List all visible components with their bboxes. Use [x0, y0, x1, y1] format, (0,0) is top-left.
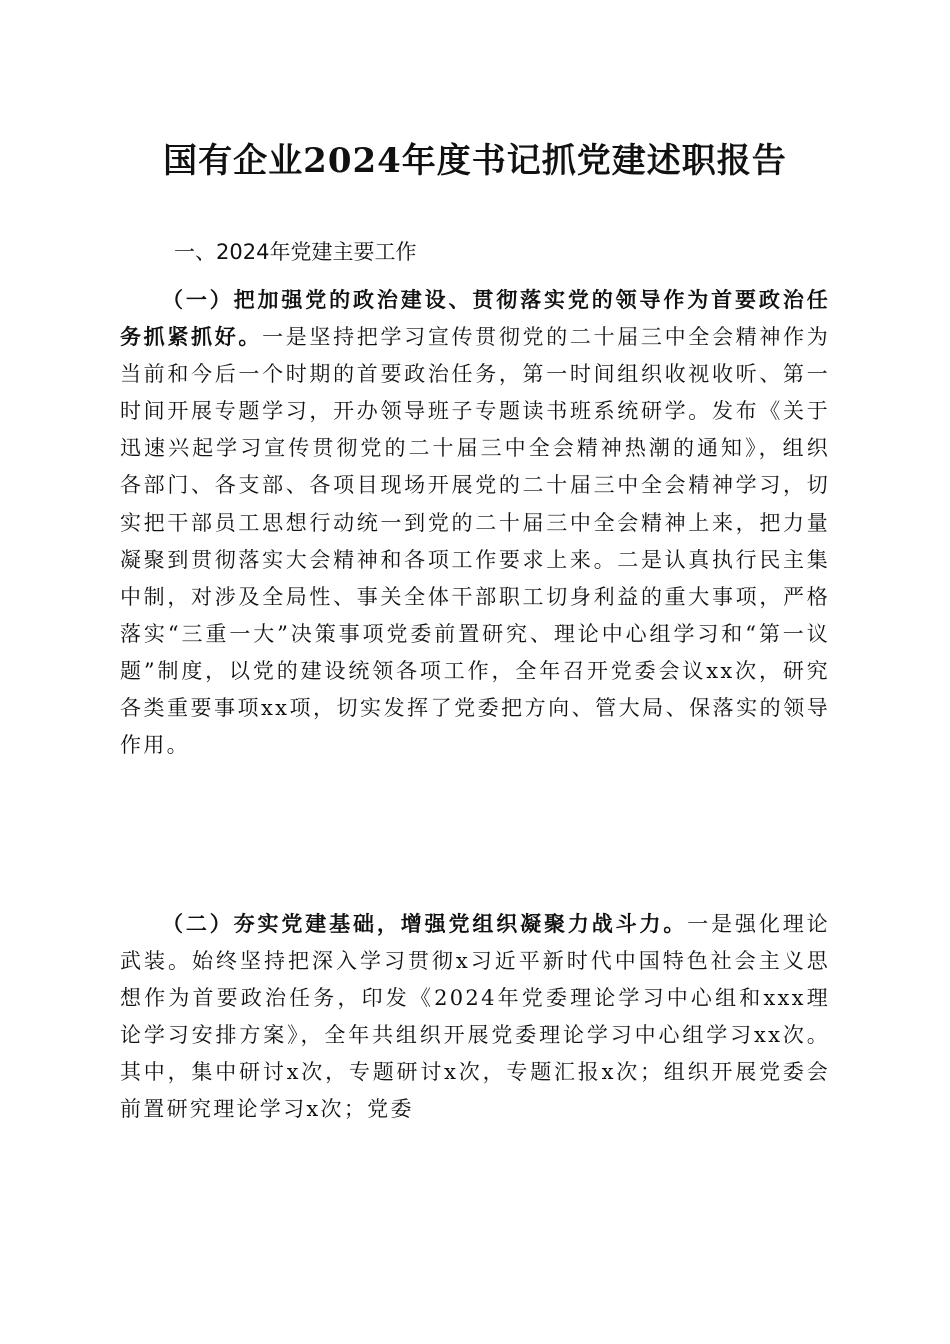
- paragraph-party-foundation: [120, 906, 830, 1129]
- section-heading: 一、2024年党建主要工作: [174, 240, 417, 264]
- paragraph-body: 一是强化理论武装。始终坚持把深入学习贯彻x习近平新时代中国特色社会主义思想作为首要政治任务，印发《2024年党委理论学习中心组和xxx理论学习安排方案》，全年共组织开展党委理论学习中心组学习xx次。其中，集中研讨x次，专题研讨x次，专题汇报x次；组织开展党委会前置研究理论学习x次；党委: [120, 912, 830, 1122]
- document-title: 国有企业2024年度书记抓党建述职报告: [163, 141, 787, 181]
- paragraph-lead: （一）把加强党的政治建设、贯彻落实党的领导作为首要政治任务抓紧抓好。: [120, 288, 830, 350]
- paragraph-lead: （二）夯实党建基础，增强党组织凝聚力战斗力。: [162, 912, 688, 936]
- paragraph-political-building: [120, 282, 830, 764]
- paragraph-body: 一是坚持把学习宣传贯彻党的二十届三中全会精神作为当前和今后一个时期的首要政治任务，第一时间组织收视收听、第一时间开展专题学习，开办领导班子专题读书班系统研学。发布《关于迅速兴起学习宣传贯彻党的二十届三中全会精神热潮的通知》，组织各部门、各支部、各项目现场开展党的二十届三中全会精神学习，切实把干部员工思想行动统一到党的二十届三中全会精神上来，把力量凝聚到贯彻落实大会精神和各项工作要求上来。二是认真执行民主集中制，对涉及全局性、事关全体干部职工切身利益的重大事项，严格落实“三重一大”决策事项党委前置研究、理论中心组学习和“第一议题”制度，以党的建设统领各项工作，全年召开党委会议xx次，研究各类重要事项xx项，切实发挥了党委把方向、管大局、保落实的领导作用。: [120, 325, 830, 758]
